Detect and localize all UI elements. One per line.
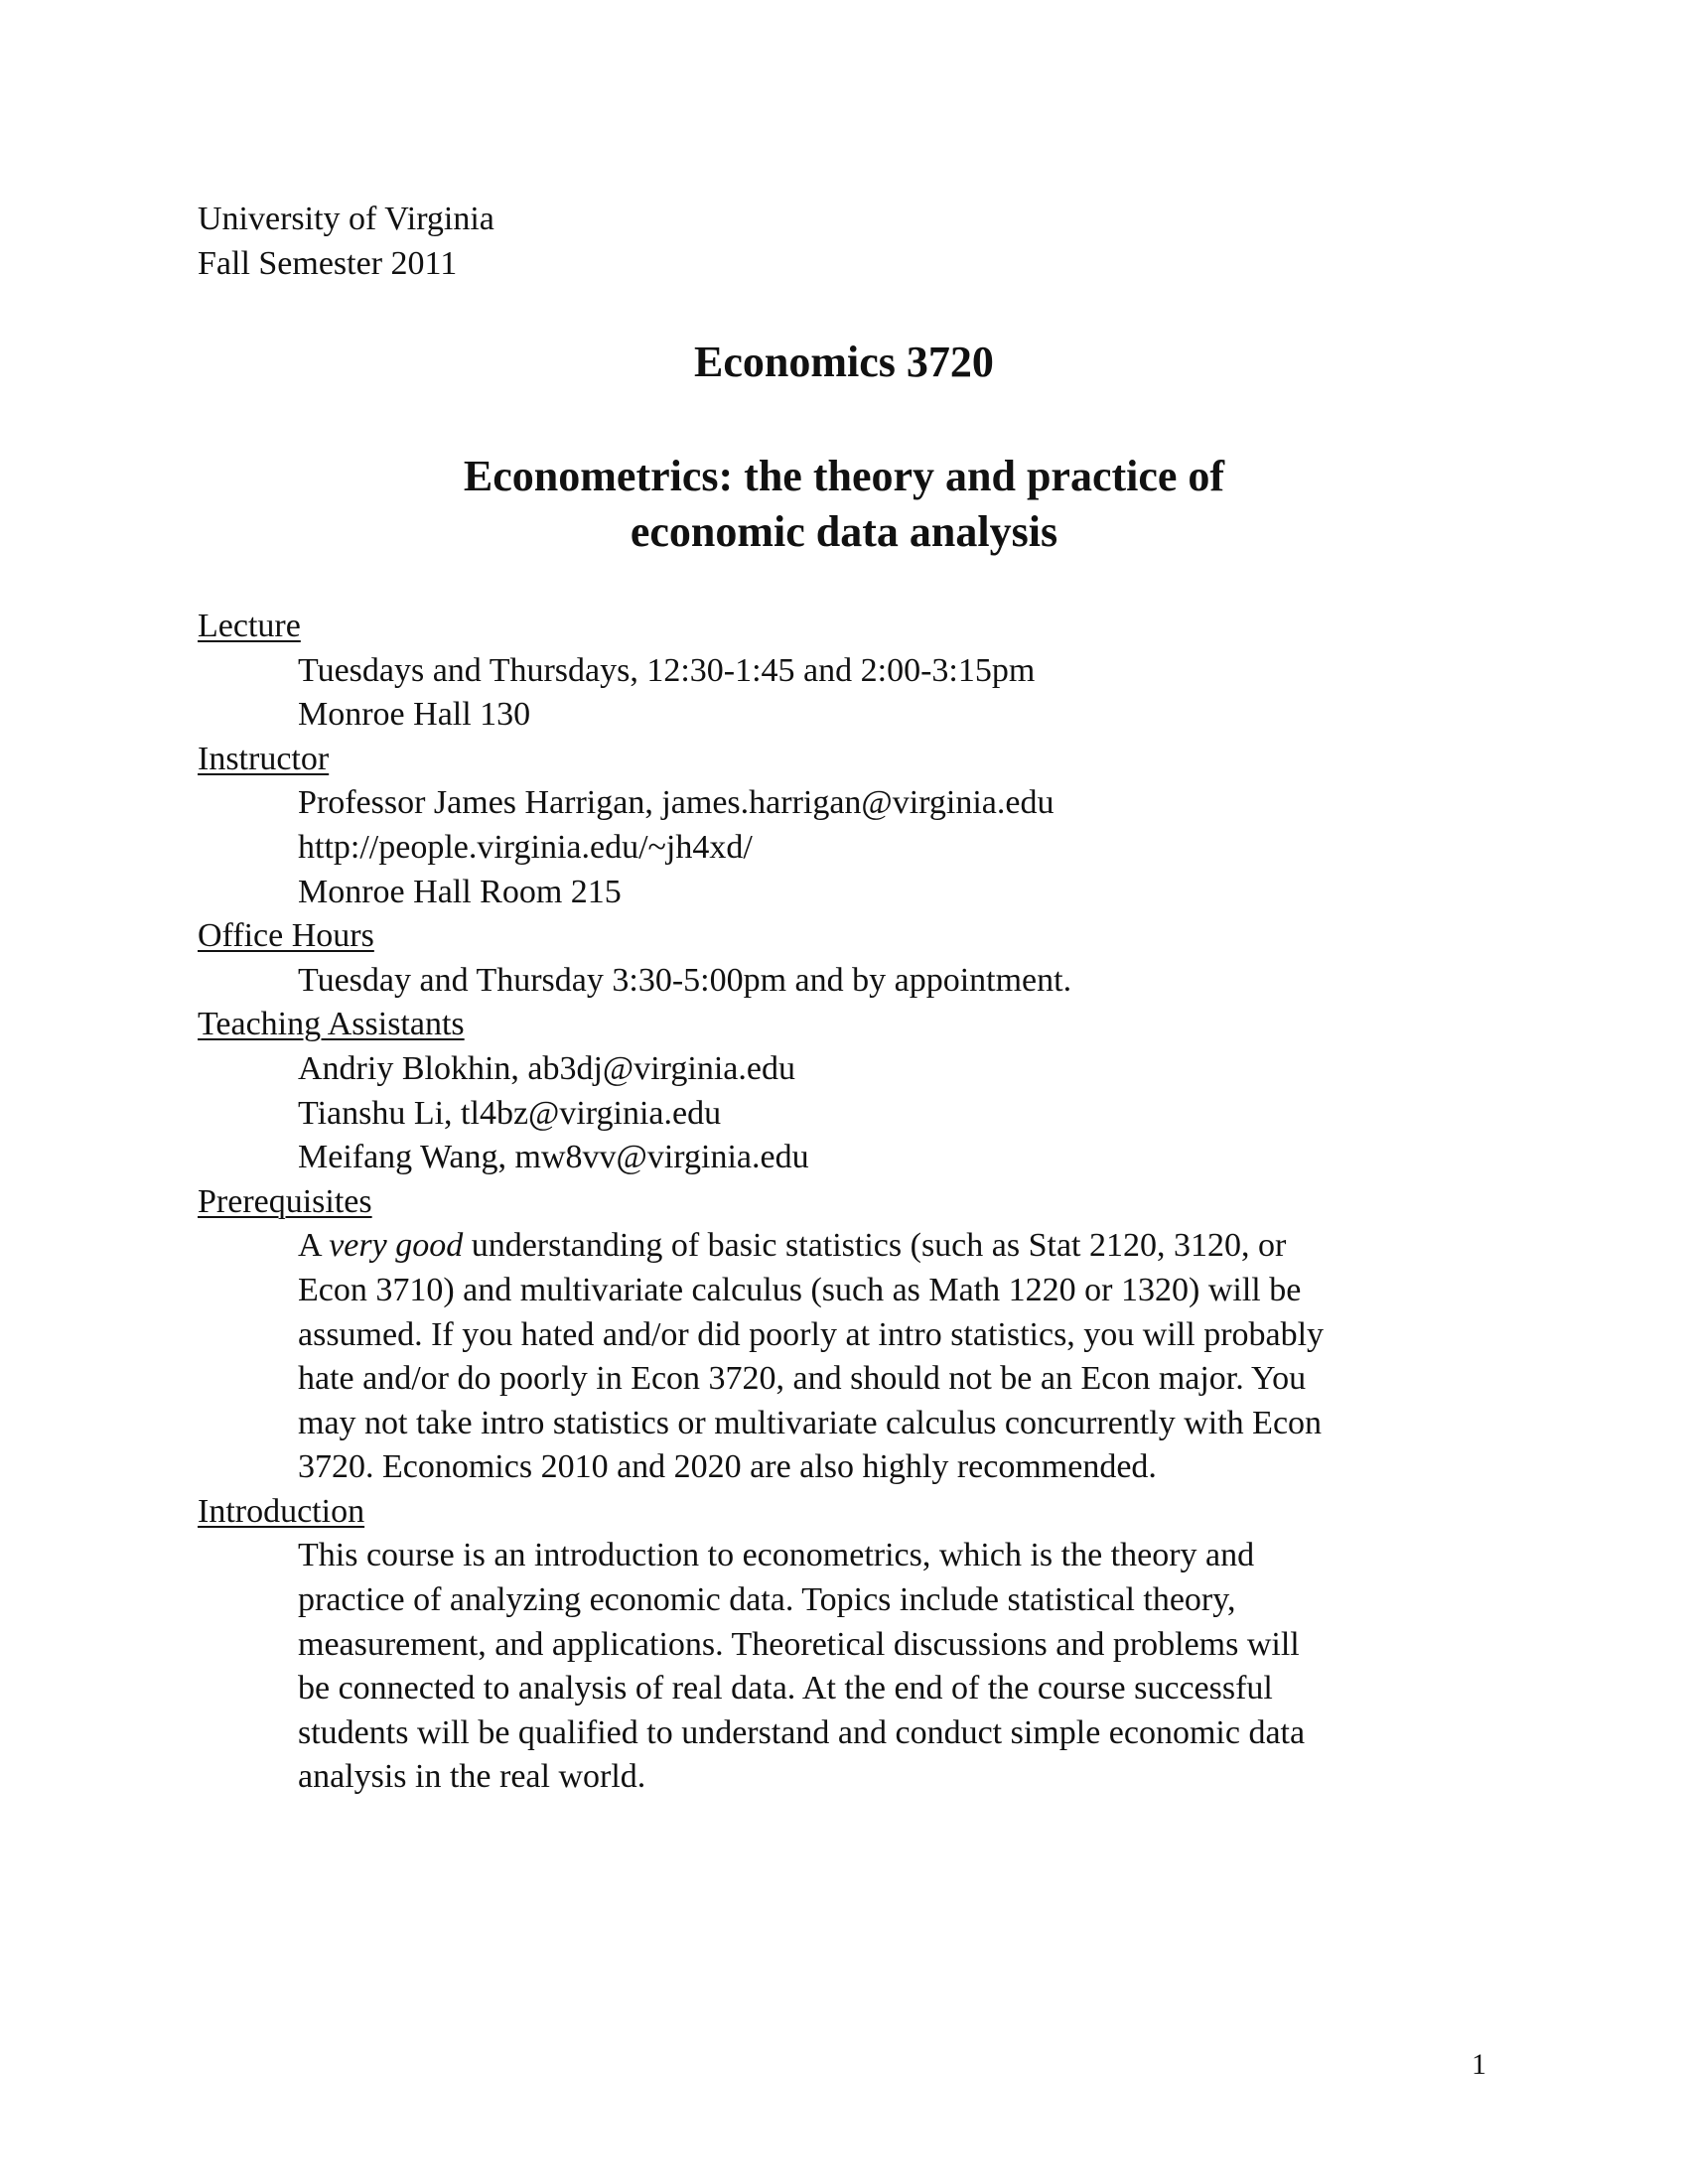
introduction-line: This course is an introduction to econometrics, which is the theory and [298,1537,1255,1574]
section-heading-instructor: Instructor [198,740,330,777]
page-number: 1 [1472,2048,1486,2081]
prerequisites-line: hate and/or do poorly in Econ 3720, and should not be an Econ major. You [298,1360,1307,1398]
section-heading-prerequisites: Prerequisites [198,1182,372,1220]
section-office-hours [198,914,1508,1003]
prerequisites-suffix: understanding of basic statistics (such as Stat 2120, 3120, or [463,1227,1287,1265]
teaching-assistants-list [298,1047,1508,1180]
section-lecture [198,605,1508,738]
prerequisites-line [298,1224,1508,1269]
prerequisites-prefix: A [298,1227,330,1265]
section-prerequisites [198,1180,1508,1490]
section-heading-introduction: Introduction [198,1492,365,1530]
syllabus-content [198,605,1508,1800]
lecture-schedule: Tuesdays and Thursdays, 12:30-1:45 and 2:00-3:15pm [298,651,1036,689]
office-hours-details [298,959,1508,1004]
prerequisites-line: assumed. If you hated and/or did poorly at intro statistics, you will probably [298,1315,1325,1353]
document-header [198,197,494,286]
introduction-line: practice of analyzing economic data. Topics include statistical theory, [298,1581,1236,1619]
ta-list-item: Andriy Blokhin, ab3dj@virginia.edu [298,1049,795,1087]
lecture-details [298,649,1508,738]
prerequisites-emphasis: very good [329,1227,464,1265]
university-name: University of Virginia [198,201,494,237]
course-number-title: Economics 3720 [694,338,994,386]
instructor-name-email: Professor James Harrigan, james.harrigan@virginia.edu [298,784,1055,822]
section-instructor [198,738,1508,914]
ta-list-item: Tianshu Li, tl4bz@virginia.edu [298,1094,722,1132]
prerequisites-line: may not take intro statistics or multivariate calculus concurrently with Econ [298,1404,1323,1441]
introduction-line: students will be qualified to understand and conduct simple economic data [298,1713,1306,1751]
course-name-line-1: Econometrics: the theory and practice of [463,452,1225,500]
prerequisites-paragraph [298,1224,1508,1490]
semester-label: Fall Semester 2011 [198,245,458,282]
prerequisites-line: 3720. Economics 2010 and 2020 are also highly recommended. [298,1448,1157,1486]
ta-list-item: Meifang Wang, mw8vv@virginia.edu [298,1139,809,1176]
instructor-website-link[interactable]: http://people.virginia.edu/~jh4xd/ [298,828,753,866]
section-teaching-assistants [198,1003,1508,1179]
instructor-office: Monroe Hall Room 215 [298,873,622,910]
instructor-details [298,781,1508,914]
introduction-line: be connected to analysis of real data. At the end of the course successful [298,1670,1273,1707]
office-hours-text: Tuesday and Thursday 3:30-5:00pm and by appointment. [298,961,1072,999]
section-heading-teaching-assistants: Teaching Assistants [198,1006,465,1043]
prerequisites-line: Econ 3710) and multivariate calculus (such as Math 1220 or 1320) will be [298,1271,1302,1308]
lecture-location: Monroe Hall 130 [298,696,531,734]
course-name-title [0,449,1688,560]
section-heading-office-hours: Office Hours [198,917,374,955]
course-name-line-2: economic data analysis [630,507,1058,556]
section-heading-lecture: Lecture [198,608,301,644]
introduction-line: analysis in the real world. [298,1758,646,1796]
introduction-line: measurement, and applications. Theoretical discussions and problems will [298,1625,1300,1663]
section-introduction [198,1490,1508,1800]
introduction-paragraph [298,1534,1508,1800]
